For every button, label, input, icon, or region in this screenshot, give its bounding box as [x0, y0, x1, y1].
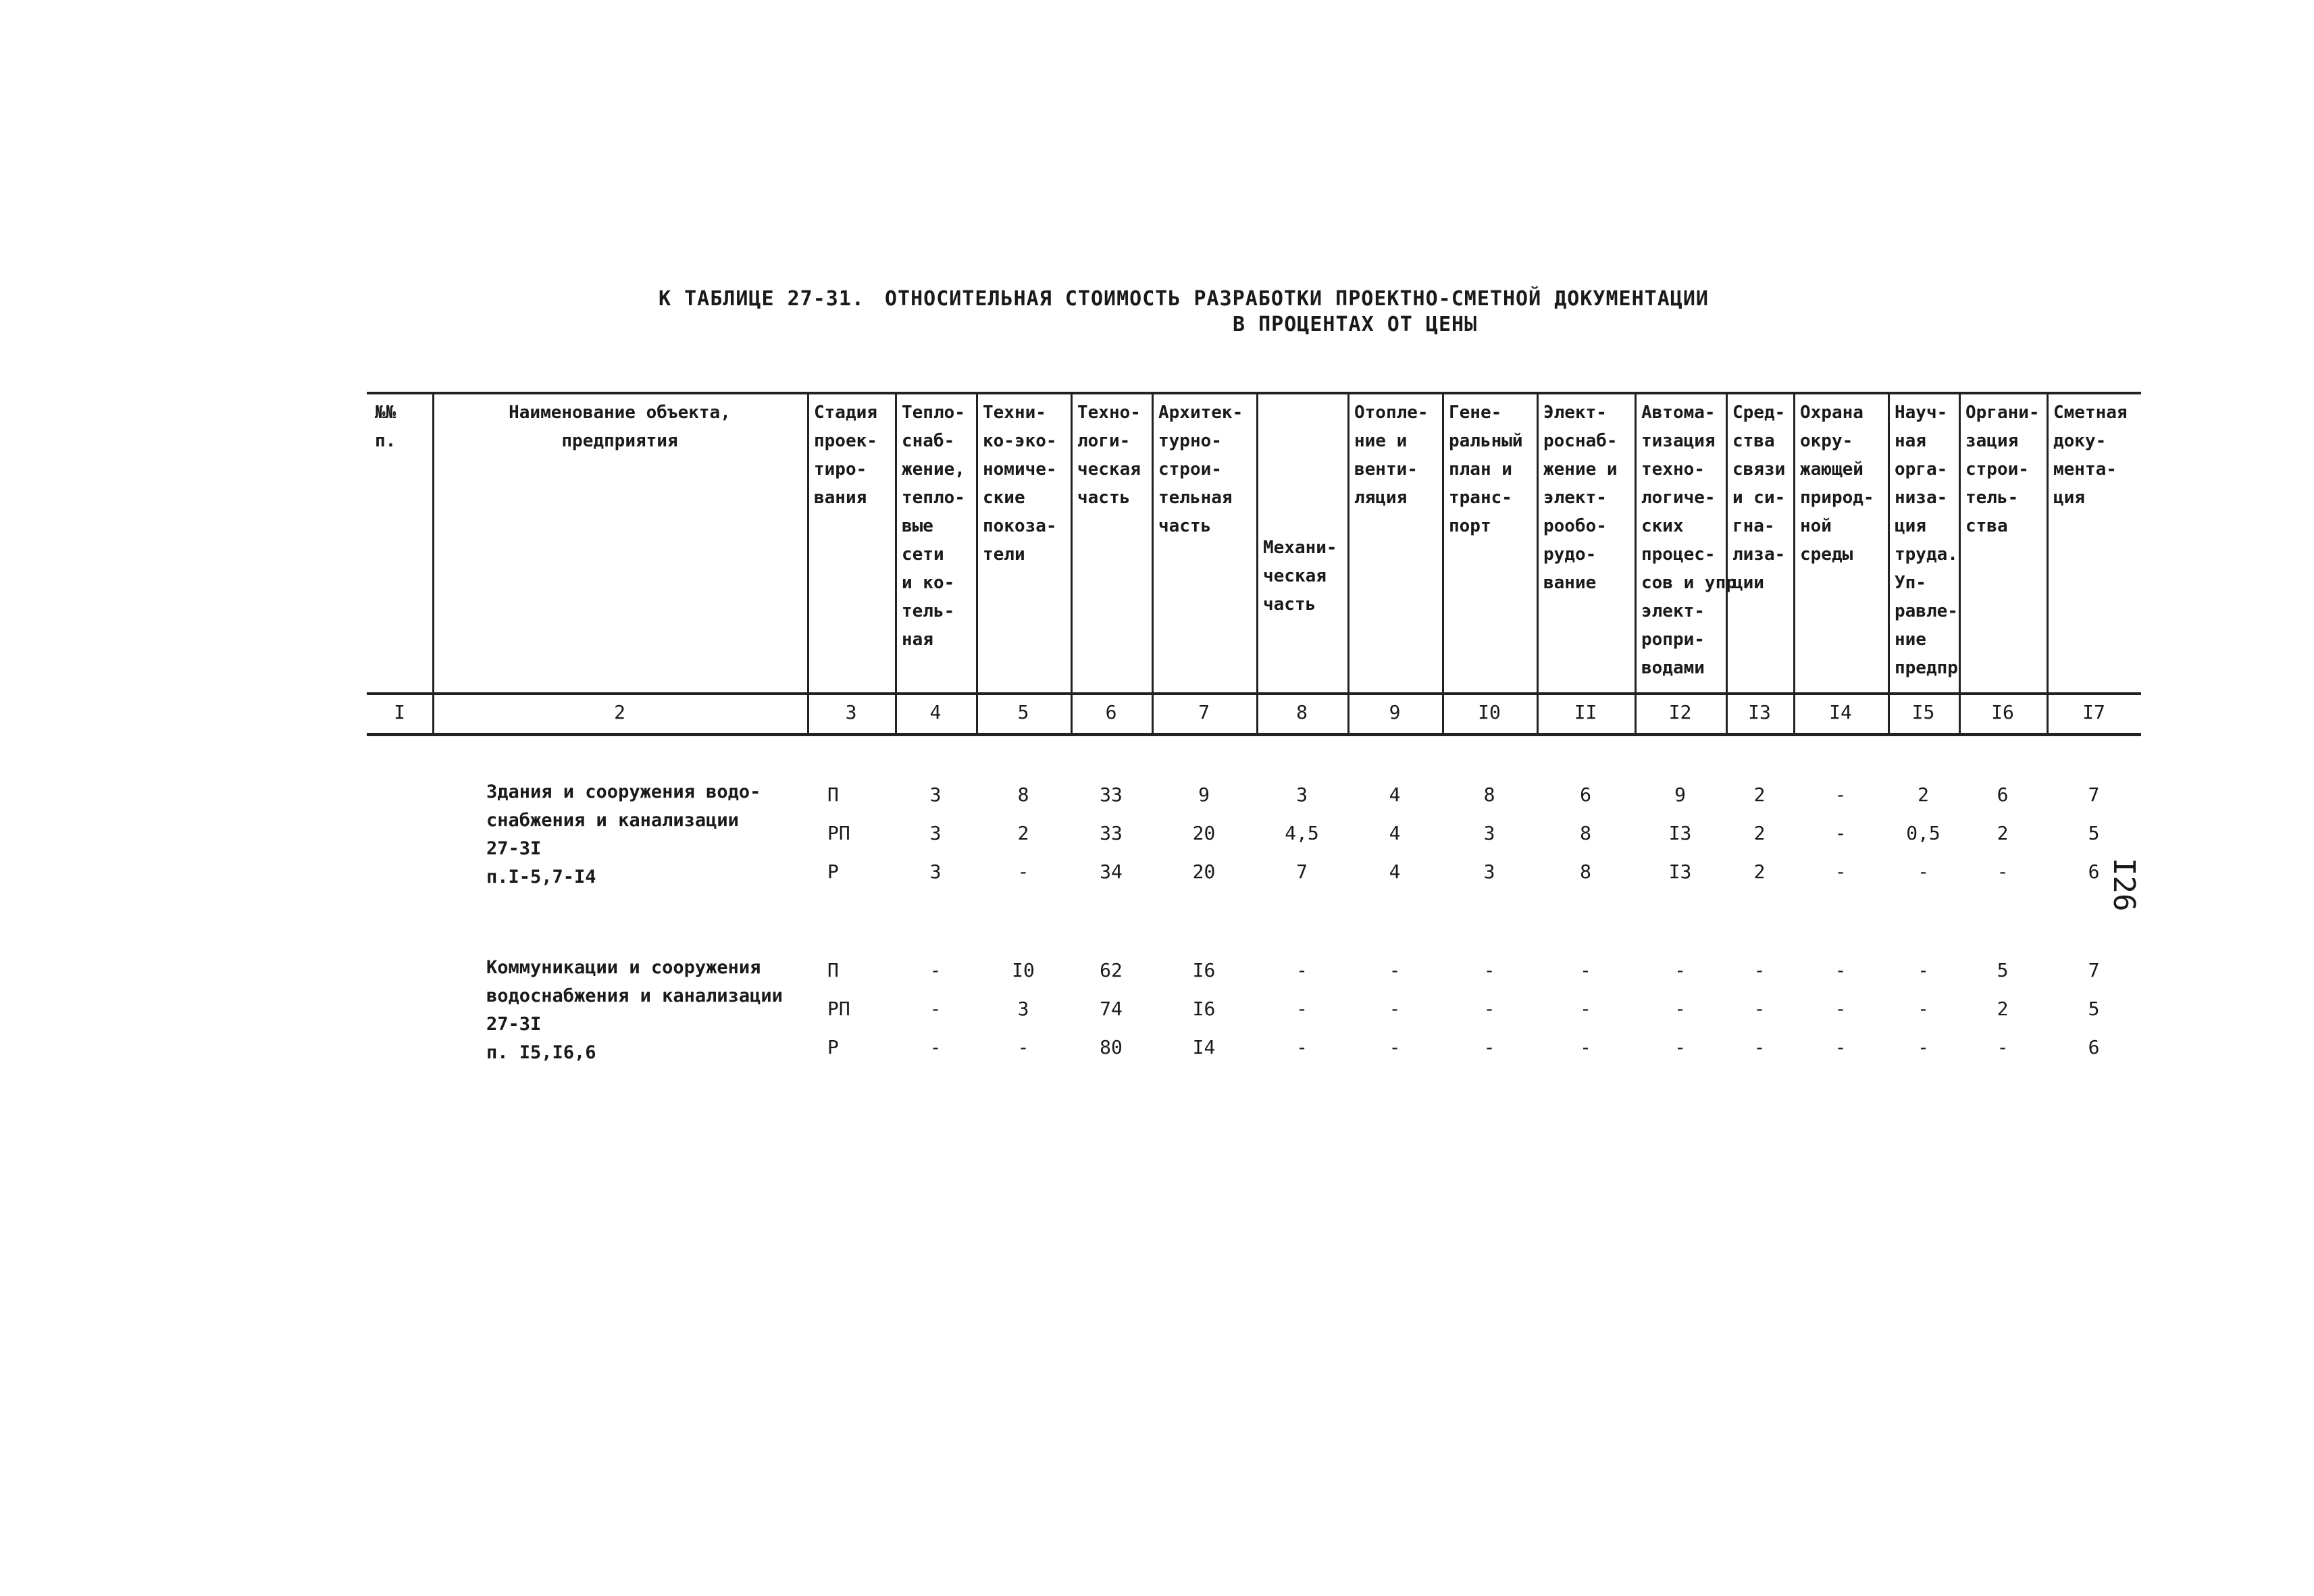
stage-cell: РП — [827, 998, 850, 1020]
value-cell: - — [1580, 1036, 1591, 1058]
column-number: 2 — [614, 701, 625, 723]
value-cell: - — [1017, 1036, 1029, 1058]
column-number: I5 — [1911, 701, 1935, 723]
column-divider — [895, 392, 897, 733]
column-divider — [1959, 392, 1961, 733]
value-cell: - — [1389, 1036, 1401, 1058]
column-number: 7 — [1198, 701, 1210, 723]
value-cell: - — [1834, 822, 1847, 844]
column-number: 3 — [845, 701, 857, 723]
column-number: I — [394, 701, 405, 723]
value-cell: 2 — [1997, 822, 2009, 844]
column-number: I2 — [1668, 701, 1692, 723]
column-number: I4 — [1829, 701, 1852, 723]
value-cell: 3 — [1017, 998, 1029, 1020]
column-header: Сред- ства связи и си- гна- лиза- ции — [1732, 403, 1786, 593]
value-cell: - — [1753, 959, 1766, 981]
column-divider — [976, 392, 978, 733]
value-cell: 3 — [929, 783, 942, 806]
stage-cell: Р — [827, 1036, 839, 1058]
column-number: I3 — [1748, 701, 1771, 723]
value-cell: - — [1389, 998, 1401, 1020]
column-divider — [807, 392, 809, 733]
value-cell: 6 — [1580, 783, 1591, 806]
value-cell: - — [929, 1036, 942, 1058]
value-cell: I6 — [1192, 998, 1216, 1020]
value-cell: - — [1834, 998, 1847, 1020]
value-cell: - — [1834, 860, 1847, 883]
column-divider — [432, 392, 434, 733]
value-cell: - — [1296, 998, 1308, 1020]
column-header: Отопле- ние и венти- ляция — [1354, 403, 1429, 508]
column-divider — [1537, 392, 1539, 733]
value-cell: - — [1483, 959, 1495, 981]
column-number: II — [1574, 701, 1597, 723]
value-cell: I3 — [1668, 860, 1692, 883]
column-header: Архитек- турно- строи- тельная часть — [1158, 403, 1243, 536]
value-cell: - — [1296, 1036, 1308, 1058]
value-cell: 6 — [1997, 783, 2009, 806]
value-cell: - — [1389, 959, 1401, 981]
value-cell: 7 — [1296, 860, 1308, 883]
column-number: 4 — [929, 701, 942, 723]
table-rule — [367, 733, 2141, 736]
value-cell: - — [1834, 959, 1847, 981]
value-cell: 74 — [1100, 998, 1123, 1020]
value-cell: 33 — [1100, 822, 1123, 844]
column-number: 5 — [1017, 701, 1029, 723]
value-cell: 3 — [1296, 783, 1308, 806]
value-cell: 5 — [2088, 822, 2100, 844]
value-cell: 33 — [1100, 783, 1123, 806]
column-header: Науч- ная орга- низа- ция труда. Уп- равле- ние предпр — [1895, 403, 1958, 678]
value-cell: 2 — [1997, 998, 2009, 1020]
value-cell: - — [1483, 1036, 1495, 1058]
value-cell: - — [1580, 998, 1591, 1020]
column-divider — [1888, 392, 1890, 733]
object-name: Здания и сооружения водо- снабжения и канализации 27-3I п.I-5,7-I4 — [486, 781, 761, 887]
value-cell: - — [1296, 959, 1308, 981]
column-header: Техно- логи- ческая часть — [1077, 403, 1141, 508]
column-header: Стадия проек- тиро- вания — [814, 403, 877, 508]
value-cell: - — [1483, 998, 1495, 1020]
value-cell: 2 — [1918, 783, 1929, 806]
value-cell: 2 — [1753, 860, 1766, 883]
column-header: Гене- ральный план и транс- порт — [1449, 403, 1523, 536]
column-number: I6 — [1991, 701, 2014, 723]
value-cell: - — [929, 959, 942, 981]
value-cell: 9 — [1674, 783, 1686, 806]
column-header: Тепло- снаб- жение, тепло- вые сети и ко- тель- ная — [902, 403, 965, 650]
value-cell: 4 — [1389, 783, 1401, 806]
value-cell: - — [1918, 959, 1929, 981]
value-cell: 2 — [1753, 822, 1766, 844]
value-cell: 4 — [1389, 822, 1401, 844]
column-header: Техни- ко-эко- номиче- ские покоза- тели — [983, 403, 1057, 565]
value-cell: 5 — [1997, 959, 2009, 981]
column-header: Механи- ческая часть — [1263, 538, 1337, 615]
value-cell: I0 — [1012, 959, 1035, 981]
value-cell: - — [1834, 1036, 1847, 1058]
value-cell: - — [1580, 959, 1591, 981]
value-cell: 2 — [1017, 822, 1029, 844]
column-number: 8 — [1296, 701, 1308, 723]
value-cell: 3 — [929, 860, 942, 883]
value-cell: - — [1918, 860, 1929, 883]
column-header: Наименование объекта, предприятия — [509, 403, 731, 451]
value-cell: I6 — [1192, 959, 1216, 981]
value-cell: 7 — [2088, 959, 2100, 981]
value-cell: 4,5 — [1285, 822, 1319, 844]
value-cell: I3 — [1668, 822, 1692, 844]
value-cell: - — [1674, 998, 1686, 1020]
stage-cell: РП — [827, 822, 850, 844]
value-cell: 3 — [1483, 860, 1495, 883]
table-rule — [367, 392, 2141, 394]
value-cell: 8 — [1580, 822, 1591, 844]
column-divider — [1793, 392, 1795, 733]
column-header: Автома- тизация техно- логиче- ских процес- сов и упр элект- ропри- водами — [1641, 403, 1737, 678]
value-cell: - — [1997, 860, 2009, 883]
value-cell: - — [1918, 1036, 1929, 1058]
column-divider — [2047, 392, 2049, 733]
value-cell: - — [1753, 1036, 1766, 1058]
column-divider — [1635, 392, 1637, 733]
column-number: I0 — [1478, 701, 1501, 723]
value-cell: 20 — [1192, 860, 1216, 883]
value-cell: 34 — [1100, 860, 1123, 883]
value-cell: - — [1997, 1036, 2009, 1058]
column-header: Органи- зация строи- тель- ства — [1965, 403, 2040, 536]
value-cell: 8 — [1483, 783, 1495, 806]
value-cell: 20 — [1192, 822, 1216, 844]
stage-cell: Р — [827, 860, 839, 883]
column-header: Охрана окру- жающей природ- ной среды — [1800, 403, 1874, 565]
value-cell: 80 — [1100, 1036, 1123, 1058]
value-cell: 4 — [1389, 860, 1401, 883]
value-cell: 9 — [1198, 783, 1210, 806]
column-divider — [1347, 392, 1349, 733]
object-name: Коммуникации и сооружения водоснабжения и канализации 27-3I п. I5,I6,6 — [486, 957, 783, 1063]
value-cell: - — [1017, 860, 1029, 883]
value-cell: - — [1674, 1036, 1686, 1058]
value-cell: - — [1753, 998, 1766, 1020]
value-cell: 6 — [2088, 1036, 2100, 1058]
column-divider — [1152, 392, 1154, 733]
column-header: Элект- роснаб- жение и элект- рообо- рудо- вание — [1543, 403, 1618, 593]
value-cell: - — [1918, 998, 1929, 1020]
page-number: I26 — [2107, 858, 2141, 912]
value-cell: 5 — [2088, 998, 2100, 1020]
page-title: ОТНОСИТЕЛЬНАЯ СТОИМОСТЬ РАЗРАБОТКИ ПРОЕКТНО-СМЕТНОЙ ДОКУМЕНТАЦИИ — [885, 287, 1709, 311]
value-cell: - — [1834, 783, 1847, 806]
stage-cell: П — [827, 959, 839, 981]
value-cell: 2 — [1753, 783, 1766, 806]
column-header: №№ п. — [375, 403, 396, 451]
value-cell: - — [929, 998, 942, 1020]
column-number: 9 — [1389, 701, 1401, 723]
table-rule — [367, 692, 2141, 695]
column-divider — [1442, 392, 1444, 733]
value-cell: 8 — [1017, 783, 1029, 806]
column-header: Сметная доку- мента- ция — [2053, 403, 2128, 508]
value-cell: 6 — [2088, 860, 2100, 883]
column-divider — [1256, 392, 1258, 733]
value-cell: 0,5 — [1906, 822, 1940, 844]
column-number: 6 — [1105, 701, 1117, 723]
value-cell: 8 — [1580, 860, 1591, 883]
value-cell: 3 — [929, 822, 942, 844]
stage-cell: П — [827, 783, 839, 806]
column-divider — [1071, 392, 1073, 733]
value-cell: 62 — [1100, 959, 1123, 981]
value-cell: 7 — [2088, 783, 2100, 806]
table-reference: К ТАБЛИЦЕ 27-31. — [659, 287, 865, 311]
column-number: I7 — [2082, 701, 2105, 723]
page-subtitle: В ПРОЦЕНТАХ ОТ ЦЕНЫ — [1233, 313, 1478, 336]
value-cell: - — [1674, 959, 1686, 981]
value-cell: I4 — [1192, 1036, 1216, 1058]
value-cell: 3 — [1483, 822, 1495, 844]
